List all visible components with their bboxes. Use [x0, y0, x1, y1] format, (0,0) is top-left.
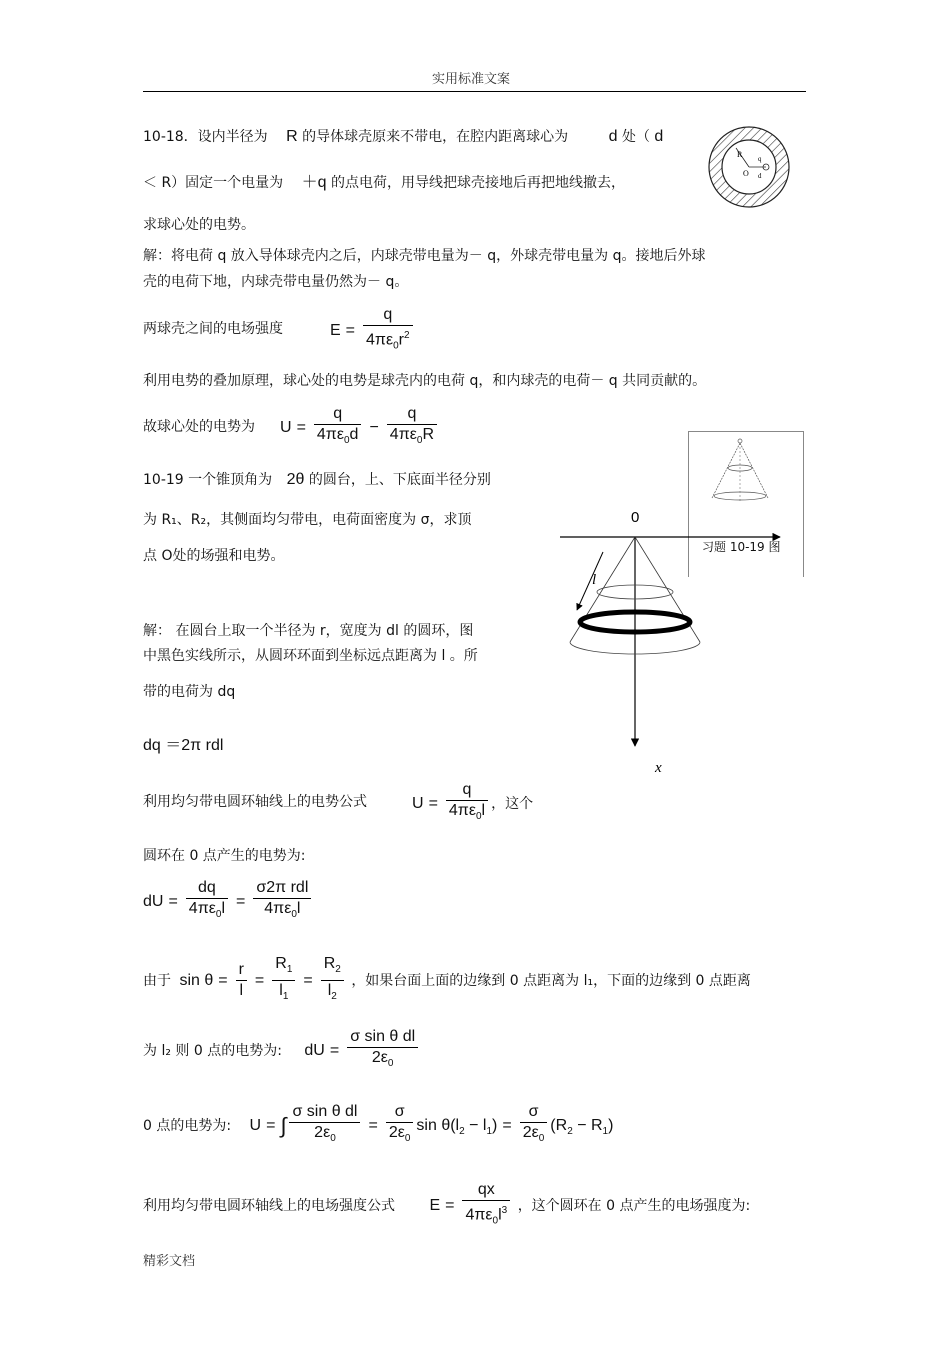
var-d: d	[654, 128, 664, 145]
eq-sin-theta: sin θ = $\frac{r}{l}$ = $\frac{R_1}{l_1}$ = $\frac{R_2}{l_2}$	[179, 972, 346, 989]
cone-side-right	[635, 537, 700, 642]
text: 利用均匀带电圆环轴线上的电场强度公式	[143, 1198, 395, 1214]
text: ＜ R）固定一个电量为	[143, 175, 284, 191]
text: 的导体球壳原来不带电，在腔内距离球心为	[302, 129, 569, 145]
var-R: R	[286, 128, 298, 145]
text: ，这个圆环在 0 点产生的电场强度为:	[517, 1198, 751, 1214]
p1018-sol-2: 壳的电荷下地，内球壳带电量仍然为－ q。	[143, 274, 409, 290]
label-O: O	[743, 169, 749, 178]
eq-field-strength: E = $\frac{q}{4\pi\varepsilon_0r^2}$	[330, 305, 416, 357]
p1018-line3: 求球心处的电势。	[143, 217, 255, 233]
fig-caption: 习题 10-19 图	[702, 540, 781, 554]
text: 10-19 一个锥顶角为	[143, 472, 273, 488]
p1019-sol-5: 利用均匀带电圆环轴线上的电势公式	[143, 794, 367, 810]
p1018-sol-5: 故球心处的电势为	[143, 419, 255, 435]
text: 的圆台，上、下底面半径分别	[308, 472, 491, 488]
eq-dU-sin: dU = $\frac{\text{σ sin θ dl}}{2\varepsilon_0}$	[304, 1042, 421, 1059]
text: ，如果台面上面的边缘到 0 点距离为 l₁，下面的边缘到 0 点距离	[351, 972, 751, 989]
label-x: x	[655, 760, 662, 776]
p1018-sol-1: 解：将电荷 q 放入导体球壳内之后，内球壳带电量为－ q，外球壳带电量为 q。接地后外球	[143, 248, 706, 264]
p1018-line2	[143, 169, 625, 192]
shell-figure	[706, 124, 792, 210]
eq-potential-center: U = $\frac{q}{4\pi\varepsilon_0d}$ − $\frac{q}{4\pi\varepsilon_0R}$	[280, 404, 440, 451]
page-header: 实用标准文案	[432, 72, 511, 87]
eq-dq: dq ＝2π rdl	[143, 737, 224, 754]
p1018-sol-4: 利用电势的叠加原理，球心处的电势是球壳内的电荷 q，和内球壳的电荷－ q 共同贡献的。	[143, 373, 707, 389]
p1019-sol-1: 解： 在圆台上取一个半径为 r，宽度为 dl 的圆环，图	[143, 623, 474, 639]
label-R: R	[737, 150, 743, 159]
var-d: d	[608, 128, 618, 145]
p1019-line2: 为 R₁、R₂，其侧面均匀带电，电荷面密度为 σ，求顶	[143, 512, 472, 528]
l-arrow	[577, 552, 603, 610]
eq-U-integral: U = ∫ $\frac{\text{σ sin θ dl}}{2\varepsilon_0}$ = $\frac{\sigma}{2\varepsilon_0}$ $\sin \theta(l_2 - l_1)$ = $\frac{\sigma}{2\varepsilon_0}$ $(R_2 - R_1)$	[249, 1103, 614, 1145]
label-d: d	[758, 172, 762, 180]
text: 由于	[143, 972, 171, 989]
p1019-sol-8	[143, 1027, 421, 1074]
label-l: l	[592, 572, 597, 588]
text: 0 点的电势为:	[143, 1117, 232, 1134]
p1019-sol-10	[143, 1180, 750, 1232]
p1019-line1	[143, 469, 491, 489]
text: 10-18．设内半径为	[143, 129, 268, 145]
p1019-sol-2: 中黑色实线所示，从圆环环面到坐标远点距离为 l 。所	[143, 648, 478, 664]
eq-ring-potential: U = $\frac{q}{4\pi\varepsilon_0l}$ ，这个	[412, 781, 534, 823]
text: 的点电荷，用导线把球壳接地后再把地线撤去，	[331, 175, 625, 191]
p1019-sol-3: 带的电荷为 dq	[143, 684, 236, 700]
p1018-sol-3: 两球壳之间的电场强度	[143, 321, 283, 337]
text: ，这个	[491, 795, 534, 812]
label-O: 0	[631, 509, 640, 526]
p1019-line3: 点 O处的场强和电势。	[143, 548, 285, 564]
eq-dU: dU = $\frac{dq}{4\pi\varepsilon_0l}$ = $\frac{\text{σ2π rdl}}{4\pi\varepsilon_0l}$	[143, 878, 314, 925]
small-cone-figure	[700, 436, 770, 506]
p1019-sol-6: 圆环在 0 点产生的电势为:	[143, 848, 306, 864]
text: 为 l₂ 则 0 点的电势为:	[143, 1042, 282, 1059]
eq-ring-field: E = $\frac{qx}{4\pi\varepsilon_0l^3}$	[429, 1197, 513, 1214]
var-q: ＋q	[301, 174, 327, 191]
p1019-sol-7	[143, 954, 751, 1007]
var-2theta: 2θ	[286, 471, 305, 488]
p1018-line1	[143, 126, 663, 146]
header-rule	[143, 91, 806, 92]
text: 处（	[621, 129, 650, 145]
label-q: q	[758, 155, 762, 163]
page-footer: 精彩文档	[143, 1254, 196, 1269]
p1019-sol-9	[143, 1102, 613, 1149]
